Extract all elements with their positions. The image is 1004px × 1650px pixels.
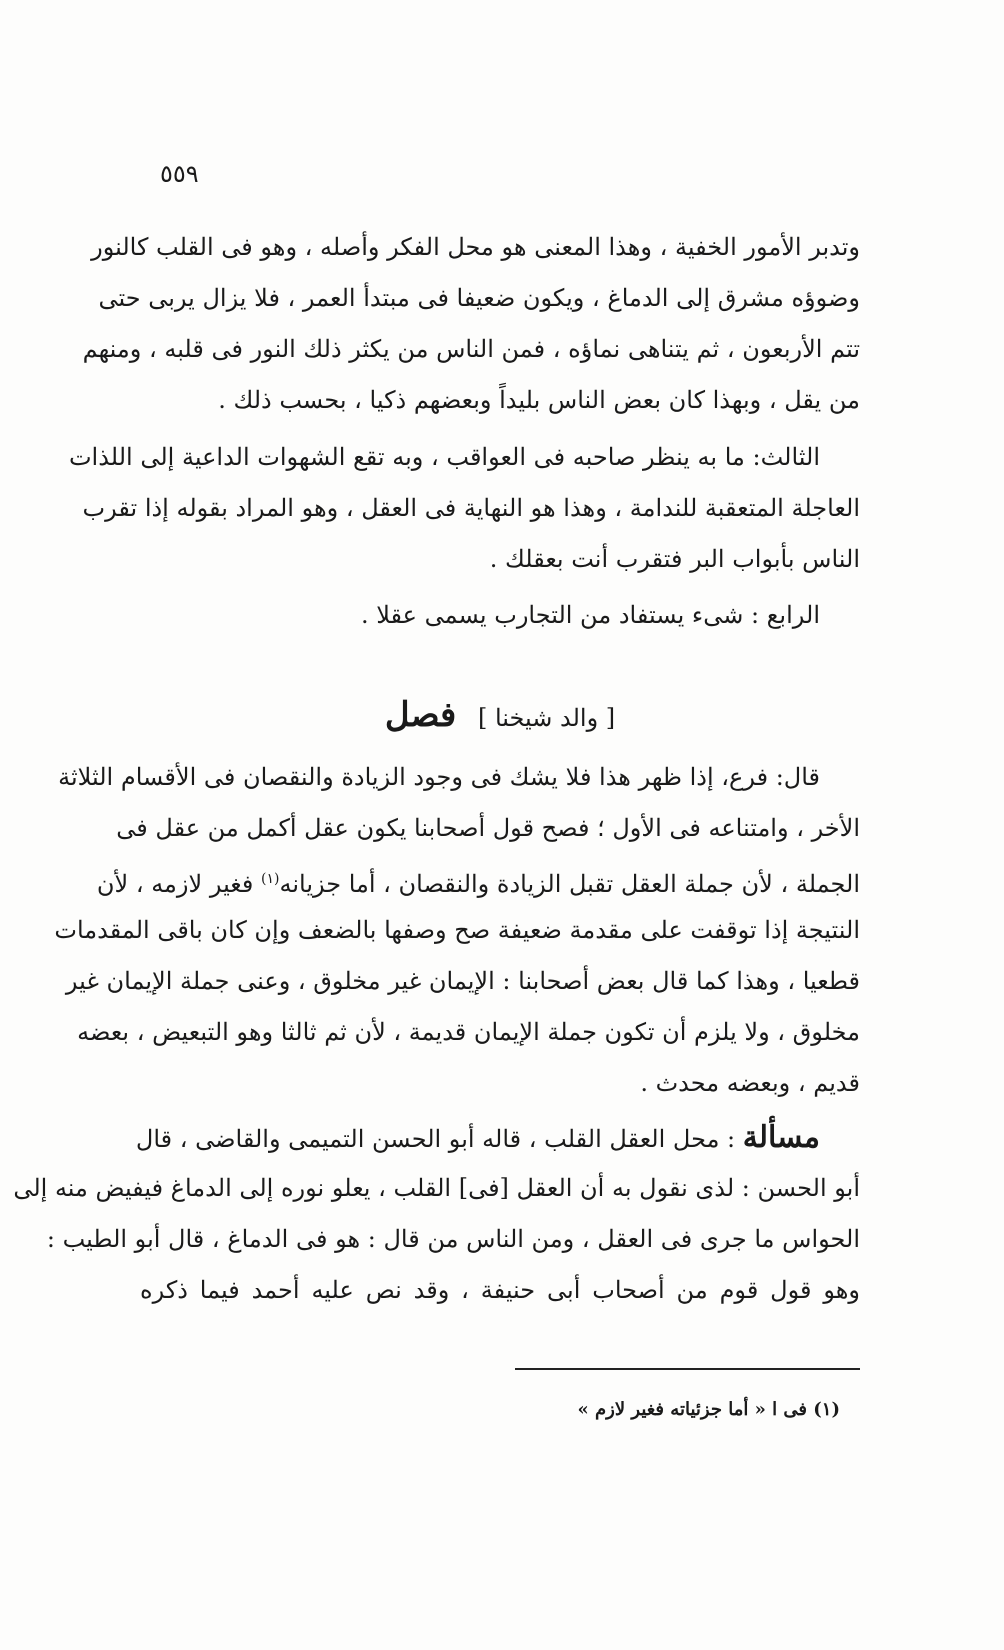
text-line-with-footnote-marker bbox=[96, 854, 860, 905]
text-line: من يقل ، وبهذا كان بعض الناس بليداً وبعضهم ذكيا ، بحسب ذلك . bbox=[218, 386, 860, 414]
text-line: الناس بأبواب البر فتقرب أنت بعقلك . bbox=[489, 545, 860, 573]
paragraph-4 bbox=[54, 752, 860, 1109]
text-line: قطعيا ، وهذا كما قال بعض أصحابنا : الإيمان غير مخلوق ، وعنى جملة الإيمان غير bbox=[65, 967, 860, 995]
text-segment: الجملة ، لأن جملة العقل تقبل الزيادة والنقصان ، أما جزيانه bbox=[279, 870, 860, 898]
text-line: تتم الأربعون ، ثم يتناهى نماؤه ، فمن الناس من يكثر ذلك النور فى قلبه ، ومنهم bbox=[82, 335, 860, 363]
footnote-divider bbox=[515, 1368, 860, 1370]
text-line: النتيجة إذا توقفت على مقدمة ضعيفة صح وصفها بالضعف وإن كان باقى المقدمات bbox=[54, 916, 860, 944]
text-segment: : محل العقل القلب ، قاله أبو الحسن التميمى والقاضى ، قال bbox=[135, 1125, 736, 1153]
paragraph-masala bbox=[13, 1112, 860, 1316]
text-segment: فغير لازمه ، لأن bbox=[96, 870, 254, 898]
footnote-marker[interactable]: (١) bbox=[261, 871, 280, 887]
text-line: وتدبر الأمور الخفية ، وهذا المعنى هو محل الفكر وأصله ، وهو فى القلب كالنور bbox=[91, 233, 860, 261]
text-line: قديم ، وبعضه محدث . bbox=[640, 1069, 860, 1097]
text-line: أبو الحسن : لذى نقول به أن العقل [فى] القلب ، يعلو نوره إلى الدماغ فيفيض منه إلى bbox=[13, 1174, 860, 1202]
masala-heading-word: مسألة bbox=[742, 1120, 820, 1155]
text-line: وهو قول قوم من أصحاب أبى حنيفة ، وقد نص عليه أحمد فيما ذكره bbox=[140, 1276, 860, 1304]
heading-bracket: [ والد شيخنا ] bbox=[477, 704, 616, 732]
text-line: وضوؤه مشرق إلى الدماغ ، ويكون ضعيفا فى مبتدأ العمر ، فلا يزال يربى حتى bbox=[98, 284, 860, 312]
text-line: مخلوق ، ولا يلزم أن تكون جملة الإيمان قديمة ، لأن ثم ثالثا وهو التبعيض ، بعضه bbox=[77, 1018, 860, 1046]
page-number: ٥٥٩ bbox=[160, 160, 199, 188]
text-line: الثالث: ما به ينظر صاحبه فى العواقب ، وبه تقع الشهوات الداعية إلى اللذات bbox=[68, 443, 820, 471]
paragraph-3 bbox=[140, 590, 860, 641]
text-line: الأخر ، وامتناعه فى الأول ؛ فصح قول أصحابنا يكون عقل أكمل من عقل فى bbox=[116, 814, 860, 842]
paragraph-2 bbox=[68, 432, 860, 585]
text-line: الحواس ما جرى فى العقل ، ومن الناس من قال : هو فى الدماغ ، قال أبو الطيب : bbox=[46, 1225, 860, 1253]
footnote: (١) فى ا « أما جزئياته فغير لازم » bbox=[577, 1399, 840, 1420]
paragraph-1 bbox=[82, 222, 860, 426]
text-line: قال: فرع، إذا ظهر هذا فلا يشك فى وجود الزيادة والنقصان فى الأقسام الثلاثة bbox=[58, 763, 820, 791]
section-heading bbox=[140, 690, 860, 740]
text-line: الرابع : شىء يستفاد من التجارب يسمى عقلا . bbox=[360, 601, 820, 629]
heading-word: فصل bbox=[384, 695, 457, 735]
text-line bbox=[135, 1112, 860, 1163]
text-line: العاجلة المتعقبة للندامة ، وهذا هو النهاية فى العقل ، وهو المراد بقوله إذا تقرب bbox=[82, 494, 860, 522]
